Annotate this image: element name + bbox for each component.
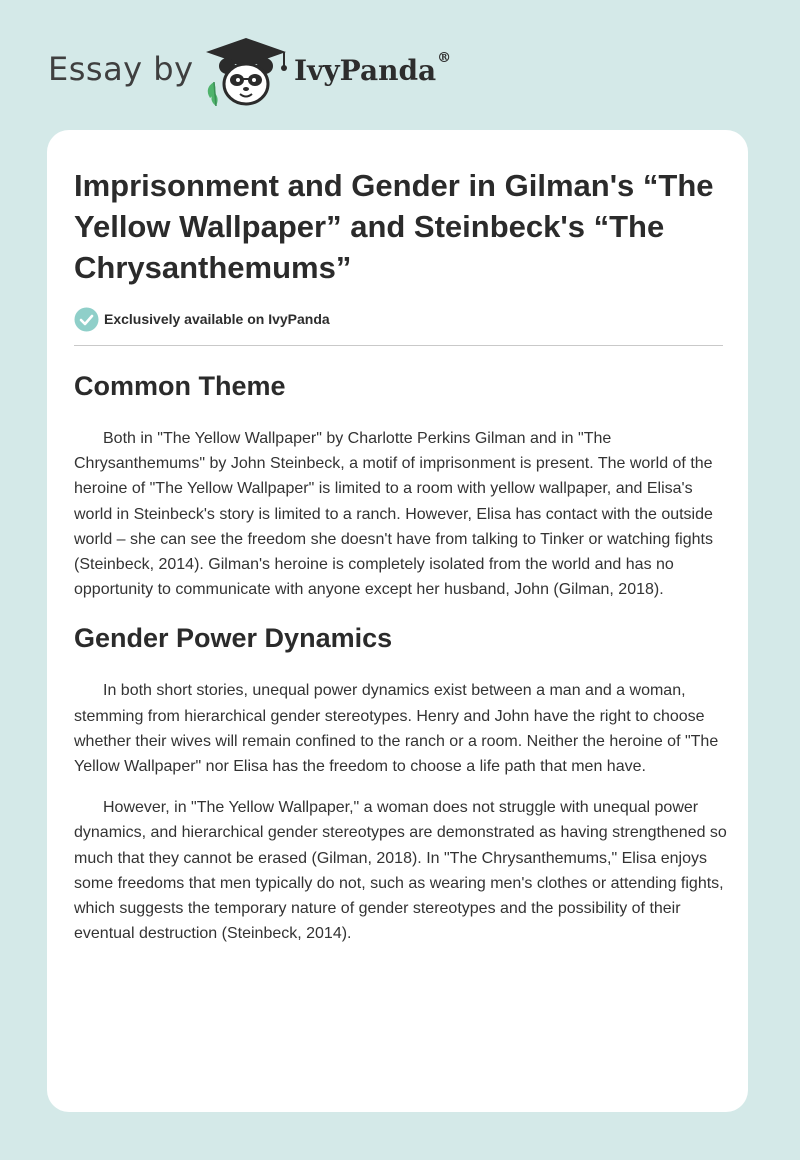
essay-body xyxy=(74,366,729,962)
section-heading-common-theme: Common Theme xyxy=(74,371,286,401)
paragraph: In both short stories, unequal power dynamics exist between a man and a woman, stemming from hierarchical gender stereotypes. Henry and John have the right to choose whether their wives will remain confined to the ranch or a room. Neither the heroine of "The Yellow Wallpaper" nor Elisa has the freedom to choose a life path that men have. xyxy=(74,682,719,776)
registered-mark: ® xyxy=(437,50,452,66)
essay-title: Imprisonment and Gender in Gilman's “The Yellow Wallpaper” and Steinbeck's “The Chrysanthemums” xyxy=(74,168,714,285)
essay-by-label: Essay by xyxy=(48,50,194,88)
paragraph: Both in "The Yellow Wallpaper" by Charlotte Perkins Gilman and in "The Chrysanthemums" by John Steinbeck, a motif of imprisonment is present. The world of the heroine of "The Yellow Wallpaper" is limited to a room with yellow wallpaper, and Elisa's world in Steinbeck's story is limited to a ranch. However, Elisa has contact with the outside world – she can see the freedom she doesn't have from talking to Tinker or watching fights (Steinbeck, 2014). Gilman's heroine is completely isolated from the world and has no opportunity to communicate with anyone except her husband, John (Gilman, 2018). xyxy=(74,430,713,599)
section-heading-gender-power-dynamics: Gender Power Dynamics xyxy=(74,623,393,654)
title-divider xyxy=(74,345,723,346)
brand-text: IvyPanda xyxy=(294,54,437,87)
exclusive-badge-text: Exclusively available on IvyPanda xyxy=(104,311,330,327)
brand-name[interactable] xyxy=(294,50,452,87)
essay-card xyxy=(47,130,748,1112)
exclusive-badge xyxy=(74,306,330,332)
site-header xyxy=(0,0,800,130)
paragraph: However, in "The Yellow Wallpaper," a woman does not struggle with unequal power dynamics, and hierarchical gender stereotypes are demonstrated as having strengthened so much that they cannot be erased (Gilman, 2018). In "The Chrysanthemums," Elisa enjoys some freedoms that men typically do not, such as wearing men's clothes or attending fights, which suggests the temporary nature of gender stereotypes and the possibility of their eventual destruction (Steinbeck, 2014). xyxy=(74,799,727,943)
panda-graduate-logo-icon[interactable] xyxy=(200,36,292,108)
check-circle-icon xyxy=(74,307,99,332)
